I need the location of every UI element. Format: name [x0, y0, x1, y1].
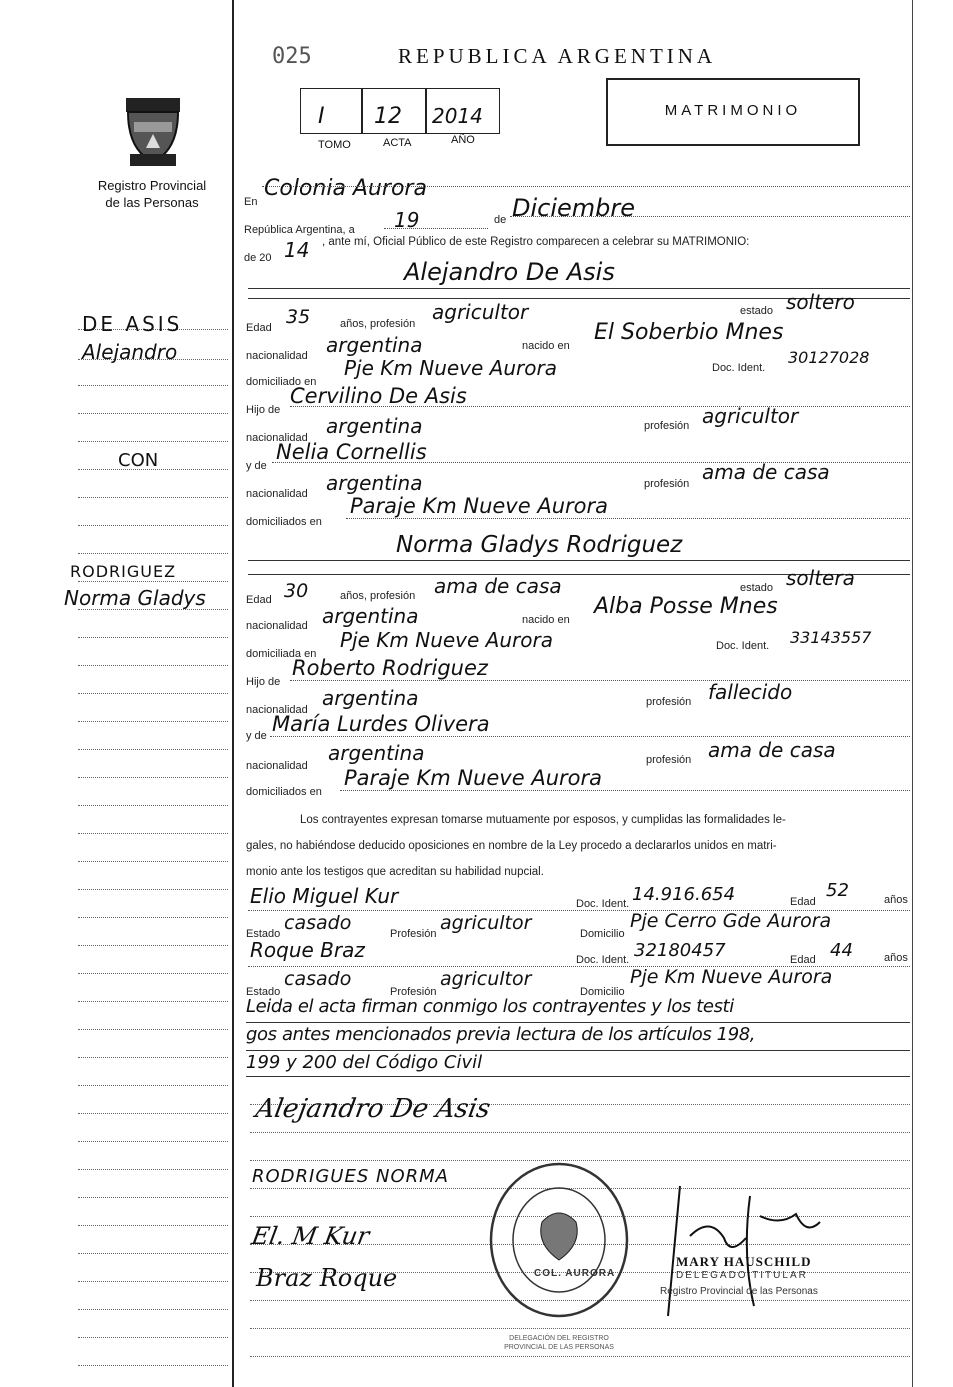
- bride-mother-prof-label: profesión: [646, 754, 692, 766]
- de-label: de: [494, 214, 507, 226]
- groom-mother-nac-label: nacionalidad: [246, 488, 308, 500]
- signature-witness2: Braz Roque: [256, 1264, 398, 1292]
- closing-rule1: [246, 1022, 910, 1023]
- witness1-domicilio-label: Domicilio: [580, 928, 625, 940]
- tomo-label: TOMO: [318, 139, 351, 151]
- margin-line: [78, 1113, 228, 1114]
- stamp-text: DELEGACIÓN DEL REGISTRO PROVINCIAL DE LAS PERSONAS: [504, 1335, 614, 1351]
- official-signature-icon: [650, 1176, 830, 1326]
- witness1-anos-label: años: [884, 894, 908, 906]
- margin-line: [78, 1001, 228, 1002]
- witness2-anos-label: años: [884, 952, 908, 964]
- witness1-status: casado: [284, 912, 352, 934]
- declaration-line2: gales, no habiéndose deducido oposiciones en nombre de la Ley procedo a declararlos unidos en matri-: [246, 840, 777, 852]
- witness2-age: 44: [830, 940, 853, 961]
- margin-line: [78, 721, 228, 722]
- groom-hijo-label: Hijo de: [246, 404, 281, 416]
- groom-domiciliado-label: domiciliado en: [246, 376, 317, 388]
- official-name: MARY HAUSCHILD: [676, 1254, 812, 1269]
- witness1-doc-label: Doc. Ident.: [576, 898, 630, 910]
- groom-parents-line: [346, 518, 910, 519]
- registry-line2: de las Personas: [105, 195, 199, 210]
- closing-line3: 199 y 200 del Código Civil: [246, 1052, 483, 1073]
- declaration-line1: Los contrayentes expresan tomarse mutuamente por esposos, y cumplidas las formalidades le-: [300, 814, 786, 826]
- bride-father-nationality: argentina: [322, 686, 419, 710]
- groom-mother-prof-label: profesión: [644, 478, 690, 490]
- bride-father-prof-label: profesión: [646, 696, 692, 708]
- bride-father-nac-label: nacionalidad: [246, 704, 308, 716]
- margin-line: [78, 413, 228, 414]
- day-value: 19: [394, 208, 420, 232]
- groom-mother: Nelia Cornellis: [276, 440, 427, 464]
- margin-line: [78, 497, 228, 498]
- groom-edad-label: Edad: [246, 322, 272, 334]
- margin-line: [78, 1337, 228, 1338]
- witness2-profesion-label: Profesión: [390, 986, 437, 998]
- bride-domiciliada-label: domiciliada en: [246, 648, 317, 660]
- misiones-emblem-icon: [120, 92, 186, 172]
- tomo-cell: [300, 88, 362, 134]
- witness2-edad-label: Edad: [790, 954, 816, 966]
- tomo-value: I: [318, 104, 325, 129]
- official-registry: Registro Provincial de las Personas: [660, 1286, 818, 1297]
- witness2-doc: 32180457: [634, 940, 726, 961]
- bride-yde-label: y de: [246, 730, 267, 742]
- margin-line: [78, 749, 228, 750]
- signature-groom: Alejandro De Asis: [253, 1094, 493, 1124]
- month-value: Diciembre: [512, 194, 636, 222]
- margin-line: [78, 973, 228, 974]
- bride-civil-status: soltera: [786, 566, 855, 590]
- groom-doc-label: Doc. Ident.: [712, 362, 766, 374]
- ruled-line: [250, 1328, 910, 1329]
- groom-father-nac-label: nacionalidad: [246, 432, 308, 444]
- year-suffix-value: 14: [284, 238, 310, 262]
- groom-age: 35: [286, 306, 311, 328]
- bride-nacionalidad-label: nacionalidad: [246, 620, 308, 632]
- margin-line: [78, 1225, 228, 1226]
- closing-rule3: [246, 1076, 910, 1077]
- margin-line: [78, 1085, 228, 1086]
- signature-bride: RODRIGUES NORMA: [252, 1166, 449, 1187]
- anio-value: 2014: [432, 104, 483, 128]
- bride-profession: ama de casa: [434, 574, 562, 598]
- groom-father-line: [290, 406, 910, 407]
- margin-line: [78, 1169, 228, 1170]
- margin-line: [78, 1309, 228, 1310]
- bride-nationality: argentina: [322, 604, 419, 628]
- en-label: En: [244, 196, 258, 208]
- groom-nacido-label: nacido en: [522, 340, 570, 352]
- bride-father: Roberto Rodriguez: [292, 656, 488, 680]
- groom-nacionalidad-label: nacionalidad: [246, 350, 308, 362]
- bride-father-line: [290, 680, 910, 681]
- witness1-estado-label: Estado: [246, 928, 281, 940]
- groom-anos-profesion-label: años, profesión: [340, 318, 416, 330]
- margin-line: [78, 1141, 228, 1142]
- groom-profession: agricultor: [432, 300, 529, 324]
- groom-father: Cervilino De Asis: [290, 384, 467, 408]
- witness1-address: Pje Cerro Gde Aurora: [630, 910, 832, 932]
- bride-age: 30: [284, 580, 309, 602]
- groom-address: Pje Km Nueve Aurora: [344, 356, 557, 380]
- registry-stamp-icon: [486, 1158, 632, 1328]
- bride-parents-address: Paraje Km Nueve Aurora: [344, 766, 602, 790]
- margin-line: [78, 861, 228, 862]
- bride-parents-line: [340, 790, 910, 791]
- place-value: Colonia Aurora: [264, 176, 427, 201]
- margin-line: [78, 917, 228, 918]
- closing-rule2: [246, 1050, 910, 1051]
- margin-line: [78, 945, 228, 946]
- groom-parents-address: Paraje Km Nueve Aurora: [350, 494, 608, 518]
- bride-mother-profession: ama de casa: [708, 738, 836, 762]
- acta-label: ACTA: [383, 137, 412, 149]
- groom-nationality: argentina: [326, 333, 423, 357]
- bride-doc: 33143557: [790, 628, 872, 647]
- groom-father-profession: agricultor: [702, 404, 799, 428]
- page-number: 025: [272, 44, 312, 69]
- bride-mother: María Lurdes Olivera: [272, 712, 490, 736]
- bride-doc-label: Doc. Ident.: [716, 640, 770, 652]
- groom-father-nationality: argentina: [326, 414, 423, 438]
- margin-bride-name: Norma Gladys: [64, 586, 206, 610]
- witness1-edad-label: Edad: [790, 896, 816, 908]
- margin-line: [78, 1057, 228, 1058]
- bride-birthplace: Alba Posse Mnes: [594, 594, 778, 619]
- margin-line: [78, 1281, 228, 1282]
- witness2-status: casado: [284, 968, 352, 990]
- groom-full-name: Alejandro De Asis: [404, 258, 615, 286]
- margin-line: [78, 525, 228, 526]
- groom-estado-label: estado: [740, 305, 774, 317]
- bride-full-name: Norma Gladys Rodriguez: [396, 532, 683, 558]
- margin-line: [78, 665, 228, 666]
- bride-domiciliados-label: domiciliados en: [246, 786, 322, 798]
- bride-name-line: [248, 560, 910, 561]
- witness2-estado-label: Estado: [246, 986, 281, 998]
- registry-line1: Registro Provincial: [97, 178, 207, 193]
- bride-anos-profesion-label: años, profesión: [340, 590, 416, 602]
- margin-groom-name: Alejandro: [82, 340, 178, 364]
- bride-mother-nationality: argentina: [328, 741, 425, 765]
- bride-edad-label: Edad: [246, 594, 272, 606]
- margin-line: [78, 1253, 228, 1254]
- place-line: [262, 186, 910, 187]
- margin-line: [78, 805, 228, 806]
- de20-label: de 20: [244, 252, 272, 264]
- groom-doc: 30127028: [788, 348, 870, 367]
- margin-line: [78, 441, 228, 442]
- bride-nacido-label: nacido en: [522, 614, 570, 626]
- bride-mother-nac-label: nacionalidad: [246, 760, 308, 772]
- act-type-label: MATRIMONIO: [664, 102, 802, 119]
- witness1-doc: 14.916.654: [632, 884, 736, 905]
- witness2-doc-label: Doc. Ident.: [576, 954, 630, 966]
- day-line: [384, 228, 488, 229]
- signature-witness1: El. M Kur: [249, 1222, 372, 1250]
- groom-name-line: [248, 288, 910, 289]
- anio-label: AÑO: [451, 134, 475, 146]
- bride-address: Pje Km Nueve Aurora: [340, 628, 553, 652]
- bride-estado-label: estado: [740, 582, 774, 594]
- right-margin-line: [912, 0, 913, 1387]
- margin-line: [78, 581, 228, 582]
- ruled-line: [250, 1356, 910, 1357]
- bride-mother-line: [270, 736, 910, 737]
- witness1-name: Elio Miguel Kur: [250, 884, 399, 908]
- groom-birthplace: El Soberbio Mnes: [594, 320, 784, 345]
- stamp-inner-text: COL. AURORA: [534, 1268, 616, 1279]
- groom-civil-status: soltero: [786, 290, 855, 314]
- margin-line: [78, 637, 228, 638]
- margin-bride-surname: RODRIGUEZ: [70, 562, 177, 581]
- groom-domiciliados-label: domiciliados en: [246, 516, 322, 528]
- witness1-age: 52: [826, 880, 849, 901]
- bride-father-profession: fallecido: [708, 680, 793, 704]
- country-title: REPUBLICA ARGENTINA: [398, 44, 717, 68]
- margin-line: [78, 777, 228, 778]
- margin-line: [78, 833, 228, 834]
- margin-line: [78, 1197, 228, 1198]
- margin-con: CON: [118, 450, 159, 471]
- ruled-line: [250, 1132, 910, 1133]
- month-line: [510, 216, 910, 217]
- ante-text: , ante mí, Oficial Público de este Registro comparecen a celebrar su MATRIMONIO:: [322, 236, 750, 248]
- groom-mother-profession: ama de casa: [702, 460, 830, 484]
- witness2-name: Roque Braz: [250, 938, 365, 962]
- bride-hijo-label: Hijo de: [246, 676, 281, 688]
- witness2-domicilio-label: Domicilio: [580, 986, 625, 998]
- witness1-profesion-label: Profesión: [390, 928, 437, 940]
- official-title: DELEGADO TITULAR: [676, 1270, 808, 1281]
- declaration-line3: monio ante los testigos que acreditan su habilidad nupcial.: [246, 866, 544, 878]
- margin-line: [78, 889, 228, 890]
- margin-line: [78, 693, 228, 694]
- groom-mother-nationality: argentina: [326, 471, 423, 495]
- groom-yde-label: y de: [246, 460, 267, 472]
- groom-father-prof-label: profesión: [644, 420, 690, 432]
- left-margin-line: [232, 0, 234, 1387]
- margin-line: [78, 1365, 228, 1366]
- witness1-profession: agricultor: [440, 912, 532, 934]
- closing-line1: Leida el acta firman conmigo los contrayentes y los testi: [246, 996, 734, 1017]
- acta-value: 12: [374, 104, 402, 129]
- margin-line: [78, 1029, 228, 1030]
- margin-groom-surname: DE ASIS: [82, 312, 183, 336]
- witness2-address: Pje Km Nueve Aurora: [630, 966, 833, 988]
- margin-line: [78, 553, 228, 554]
- witness2-profession: agricultor: [440, 968, 532, 990]
- margin-line: [78, 385, 228, 386]
- republica-label: República Argentina, a: [244, 224, 355, 236]
- closing-line2: gos antes mencionados previa lectura de los artículos 198,: [246, 1024, 756, 1045]
